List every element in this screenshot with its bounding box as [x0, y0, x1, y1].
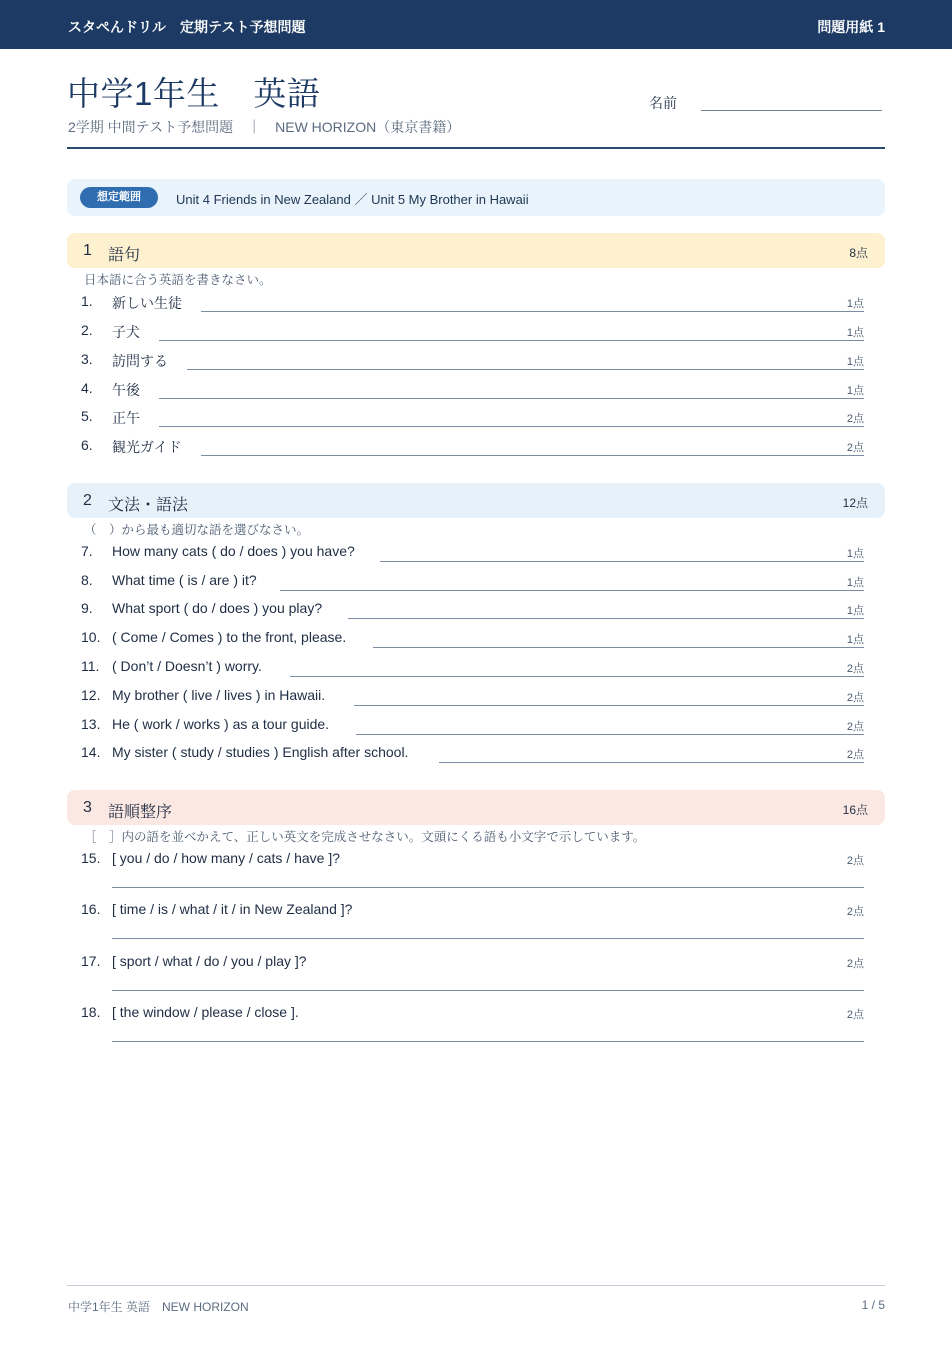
answer-line[interactable] — [439, 762, 864, 763]
answer-line[interactable] — [290, 676, 864, 677]
question-row — [0, 687, 952, 716]
scope-box — [67, 179, 885, 216]
question-text: What time ( is / are ) it? — [112, 572, 257, 588]
question-row — [0, 1004, 952, 1046]
question-number: 10. — [81, 629, 101, 645]
question-text: He ( work / works ) as a tour guide. — [112, 716, 330, 732]
question-number: 17. — [81, 953, 101, 969]
answer-line[interactable] — [112, 938, 864, 939]
section-number: 1 — [83, 242, 92, 259]
question-number: 11. — [81, 658, 100, 674]
answer-line[interactable] — [380, 561, 864, 562]
answer-line[interactable] — [187, 369, 864, 370]
question-number: 4. — [81, 380, 93, 396]
question-text: 観光ガイド — [112, 439, 182, 455]
question-text: [ you / do / how many / cats / have ]? — [112, 850, 341, 866]
answer-line[interactable] — [356, 734, 864, 735]
section-number: 3 — [83, 799, 92, 816]
question-row — [0, 716, 952, 745]
page-title: 中学1年生 英語 — [67, 75, 321, 112]
section-points: 12点 — [842, 496, 868, 510]
question-text: [ time / is / what / it / in New Zealand ]? — [112, 901, 353, 917]
question-number: 5. — [81, 408, 93, 424]
question-number: 15. — [81, 850, 101, 866]
answer-line[interactable] — [373, 647, 864, 648]
answer-line[interactable] — [112, 1041, 864, 1042]
question-number: 8. — [81, 572, 93, 588]
section-header-word-order — [67, 790, 885, 825]
page-subtitle: 2学期 中間テスト予想問題 ｜ NEW HORIZON（東京書籍） — [68, 119, 461, 135]
answer-line[interactable] — [354, 705, 864, 706]
question-row — [0, 658, 952, 687]
question-points: 1点 — [846, 634, 864, 646]
section-name: 語句 — [108, 247, 141, 264]
question-points: 1点 — [846, 548, 864, 560]
answer-line[interactable] — [159, 340, 864, 341]
question-text: How many cats ( do / does ) you have? — [112, 543, 355, 559]
question-text: My brother ( live / lives ) in Hawaii. — [112, 687, 326, 703]
question-points: 1点 — [846, 356, 864, 368]
question-points: 1点 — [846, 327, 864, 339]
question-points: 1点 — [846, 605, 864, 617]
question-text: ( Come / Comes ) to the front, please. — [112, 629, 347, 645]
section-instruction: ［ ］内の語を並べかえて、正しい英文を完成させなさい。文頭にくる語も小文字で示しています。 — [84, 830, 646, 844]
question-points: 2点 — [846, 906, 864, 918]
answer-line[interactable] — [201, 311, 864, 312]
question-points: 1点 — [846, 298, 864, 310]
question-row — [0, 322, 952, 351]
question-text: What sport ( do / does ) you play? — [112, 600, 323, 616]
question-text: [ the window / please / close ]. — [112, 1004, 299, 1020]
answer-line[interactable] — [201, 455, 864, 456]
question-row — [0, 572, 952, 601]
question-points: 2点 — [846, 749, 864, 761]
section-name: 文法・語法 — [108, 497, 189, 514]
section-points: 8点 — [849, 246, 868, 260]
question-text: ( Don’t / Doesn’t ) worry. — [112, 658, 262, 674]
question-number: 16. — [81, 901, 101, 917]
answer-line[interactable] — [159, 398, 864, 399]
scope-text: Unit 4 Friends in New Zealand ／ Unit 5 My Brother in Hawaii — [176, 192, 529, 207]
answer-line[interactable] — [348, 618, 864, 619]
name-field[interactable] — [701, 110, 882, 111]
question-number: 3. — [81, 351, 93, 367]
section-instruction: （ ）から最も適切な語を選びなさい。 — [84, 523, 310, 537]
question-text: [ sport / what / do / you / play ]? — [112, 953, 307, 969]
page-number: 1 / 5 — [861, 1298, 885, 1312]
series-title: スタペんドリル 定期テスト予想問題 — [68, 19, 306, 35]
question-points: 1点 — [846, 385, 864, 397]
question-points: 2点 — [846, 663, 864, 675]
question-number: 6. — [81, 437, 93, 453]
question-text: 正午 — [112, 410, 140, 426]
name-label: 名前 — [649, 95, 677, 111]
section-instruction: 日本語に合う英語を書きなさい。 — [84, 273, 272, 287]
section-header-grammar — [67, 483, 885, 518]
question-row — [0, 543, 952, 572]
answer-line[interactable] — [159, 426, 864, 427]
question-points: 2点 — [846, 413, 864, 425]
scope-badge: 想定範囲 — [80, 187, 158, 208]
top-bar — [0, 0, 952, 49]
question-row — [0, 744, 952, 773]
question-row — [0, 380, 952, 409]
question-row — [0, 437, 952, 466]
question-row — [0, 351, 952, 380]
question-points: 2点 — [846, 721, 864, 733]
section-name: 語順整序 — [108, 804, 173, 821]
question-row — [0, 629, 952, 658]
question-row — [0, 293, 952, 322]
answer-line[interactable] — [112, 990, 864, 991]
section-header-vocabulary — [67, 233, 885, 268]
question-number: 9. — [81, 600, 93, 616]
question-number: 12. — [81, 687, 101, 703]
footer-label: 中学1年生 英語 NEW HORIZON — [68, 1300, 249, 1314]
question-points: 1点 — [846, 577, 864, 589]
question-row — [0, 850, 952, 892]
question-row — [0, 953, 952, 995]
question-row — [0, 408, 952, 437]
question-number: 1. — [81, 293, 93, 309]
question-number: 2. — [81, 322, 93, 338]
footer-divider — [67, 1285, 885, 1286]
sheet-label: 問題用紙 1 — [817, 19, 885, 35]
section-number: 2 — [83, 492, 92, 509]
answer-line[interactable] — [112, 887, 864, 888]
question-points: 2点 — [846, 442, 864, 454]
question-number: 14. — [81, 744, 101, 760]
question-text: 訪問する — [112, 353, 168, 369]
question-points: 2点 — [846, 958, 864, 970]
question-points: 2点 — [846, 692, 864, 704]
question-text: 子犬 — [112, 324, 140, 340]
section-points: 16点 — [842, 803, 868, 817]
question-number: 13. — [81, 716, 101, 732]
question-row — [0, 901, 952, 943]
question-number: 7. — [81, 543, 93, 559]
question-text: 午後 — [112, 382, 140, 398]
question-number: 18. — [81, 1004, 101, 1020]
question-points: 2点 — [846, 1009, 864, 1021]
answer-line[interactable] — [280, 590, 864, 591]
question-points: 2点 — [846, 855, 864, 867]
question-text: My sister ( study / studies ) English after school. — [112, 744, 409, 760]
question-text: 新しい生徒 — [112, 295, 182, 311]
header-divider — [67, 147, 885, 149]
question-row — [0, 600, 952, 629]
